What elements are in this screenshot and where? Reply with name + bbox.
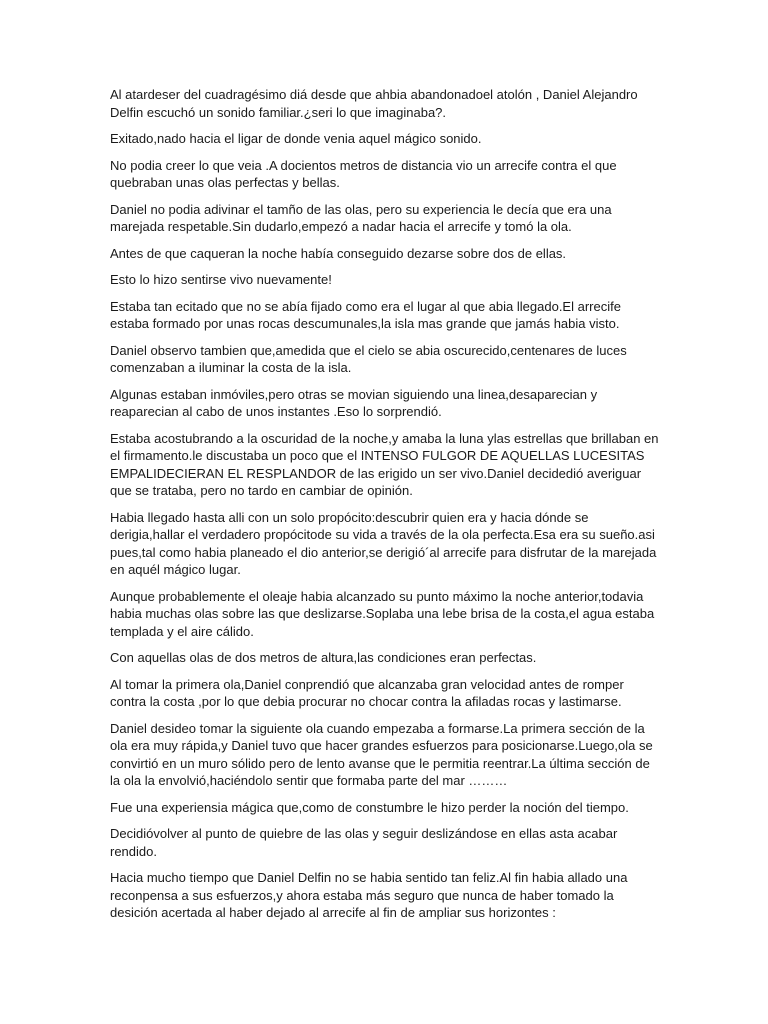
paragraph-4: Daniel no podia adivinar el tamño de las olas, pero su experiencia le decía que era una marejada respetable.Sin dudarlo,empezó a nadar hacia el arrecife y tomó la ola.: [110, 201, 612, 234]
paragraph-1: Al atardeser del cuadragésimo diá desde que ahbia abandonadoel atolón , Daniel Alejandro Delfin escuchó un sonido familiar.¿seri lo que imaginaba?.: [110, 87, 638, 120]
paragraph-5: Antes de que caqueran la noche había conseguido dezarse sobre dos de ellas.: [110, 245, 567, 261]
paragraph-11: Habia llegado hasta alli con un solo propócito:descubrir quien era y hacia dónde se derigia,hallar el verdadero propócitode su vida a través de la ola perfecta.Esa era su sueño.asi pues,tal como habia planeado el dio anterior,se derigió´al arrecife para disfrutar de la marejada en aquél mágico lugar.: [110, 509, 657, 577]
paragraph-16: Fue una experiensia mágica que,como de constumbre le hizo perder la noción del tiempo.: [110, 799, 629, 815]
paragraph-9: Algunas estaban inmóviles,pero otras se movian siguiendo una linea,desaparecian y reaparecian al cabo de unos instantes .Eso lo sorprendió.: [110, 386, 598, 419]
paragraph-7: Estaba tan ecitado que no se abía fijado como era el lugar al que abia llegado.El arrecife estaba formado por unas rocas descumunales,la isla mas grande que jamás habia visto.: [110, 298, 621, 331]
paragraph-14: Al tomar la primera ola,Daniel conprendió que alcanzaba gran velocidad antes de romper contra la costa ,por lo que debia procurar no chocar contra la afiladas rocas y lastimarse.: [110, 676, 624, 709]
paragraph-15: Daniel desideo tomar la siguiente ola cuando empezaba a formarse.La primera sección de la ola era muy rápida,y Daniel tuvo que hacer grandes esfuerzos para posicionarse.Luego,ola se convirtió en un muro sólido pero de lento avanse que le permitia reentrar.La última sección de la ola la envolvió,haciéndolo sentir que formaba parte del mar ………: [110, 720, 653, 788]
document-page: [110, 86, 660, 931]
paragraph-8: Daniel observo tambien que,amedida que el cielo se abia oscurecido,centenares de luces comenzaban a iluminar la costa de la isla.: [110, 342, 627, 375]
paragraph-12: Aunque probablemente el oleaje habia alcanzado su punto máximo la noche anterior,todavia habia muchas olas sobre las que deslizarse.Soplaba una lebe brisa de la costa,el agua estaba templada y el aire cálido.: [110, 588, 655, 639]
paragraph-13: Con aquellas olas de dos metros de altura,las condiciones eran perfectas.: [110, 650, 537, 665]
paragraph-2: Exitado,nado hacia el ligar de donde venia aquel mágico sonido.: [110, 131, 482, 146]
paragraph-17: Decidióvolver al punto de quiebre de las olas y seguir deslizándose en ellas asta acabar rendido.: [110, 826, 618, 859]
paragraph-6: Esto lo hizo sentirse vivo nuevamente!: [110, 272, 332, 287]
paragraph-18: Hacia mucho tiempo que Daniel Delfin no se habia sentido tan feliz.Al fin habia allado una reconpensa a sus esfuerzos,y ahora estaba más seguro que nunca de haber tomado la desición acertada al haber dejado al arrecife al fin de ampliar sus horizontes :: [110, 870, 628, 920]
paragraph-3: No podia creer lo que veia .A docientos metros de distancia vio un arrecife contra el que quebraban unas olas perfectas y bellas.: [110, 157, 617, 190]
paragraph-10: Estaba acostubrando a la oscuridad de la noche,y amaba la luna ylas estrellas que brillaban en el firmamento.le discustaba un poco que el INTENSO FULGOR DE AQUELLAS LUCESITAS EMPALIDECIERAN EL RESPLANDOR de las erigido un ser vivo.Daniel decidedió averiguar que se trataba, pero no tardo en cambiar de opinión.: [110, 430, 659, 498]
